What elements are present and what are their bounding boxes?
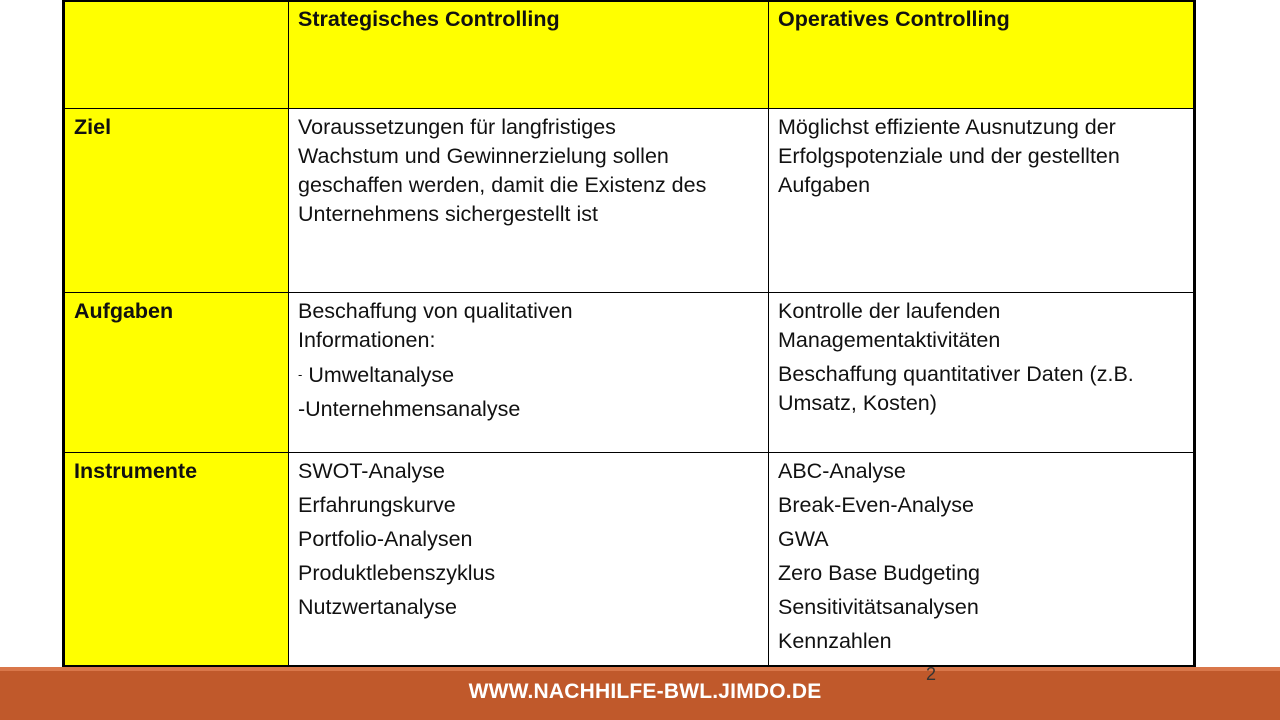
page-number: 2 <box>926 664 937 684</box>
header-strategic: Strategisches Controlling <box>289 1 769 108</box>
list-item: Kennzahlen <box>778 628 892 653</box>
list-item: Nutzwertanalyse <box>298 594 457 619</box>
list-item: Break-Even-Analyse <box>778 492 974 517</box>
list-item: GWA <box>778 526 829 551</box>
list-item: Sensitivitätsanalysen <box>778 594 979 619</box>
list-item: Portfolio-Analysen <box>298 526 473 551</box>
table-row <box>64 452 1195 666</box>
row-label-aufgaben: Aufgaben <box>64 292 289 452</box>
text-line: Kontrolle der laufenden <box>778 298 1001 323</box>
comparison-table <box>62 0 1196 668</box>
header-empty-cell <box>64 1 289 108</box>
aufgaben-strategic-cell <box>289 292 769 452</box>
list-item <box>298 360 759 390</box>
aufgaben-operative-cell <box>769 292 1195 452</box>
text-line: Managementaktivitäten <box>778 327 1001 352</box>
text-line: Umsatz, Kosten) <box>778 390 937 415</box>
list-item-text: Umweltanalyse <box>302 362 455 387</box>
row-label-ziel: Ziel <box>64 108 289 292</box>
text-line: geschaffen werden, damit die Existenz des <box>298 172 707 197</box>
footer-divider <box>0 667 1280 671</box>
text-line: Informationen: <box>298 327 436 352</box>
dash-marker: - <box>298 366 303 382</box>
text-line: Wachstum und Gewinnerzielung sollen <box>298 143 669 168</box>
instrumente-strategic-cell <box>289 452 769 666</box>
list-item: -Unternehmensanalyse <box>298 396 521 421</box>
ziel-operative-cell <box>769 108 1195 292</box>
text-line: Beschaffung von qualitativen <box>298 298 573 323</box>
text-line: Voraussetzungen für langfristiges <box>298 114 616 139</box>
text-line: Möglichst effiziente Ausnutzung der <box>778 114 1116 139</box>
list-item: SWOT-Analyse <box>298 458 445 483</box>
table-row <box>64 292 1195 452</box>
footer-bar <box>0 667 1280 720</box>
list-item: Produktlebenszyklus <box>298 560 496 585</box>
table-row <box>64 108 1195 292</box>
text-line: Beschaffung quantitativer Daten (z.B. <box>778 361 1134 386</box>
table-header-row <box>64 1 1195 108</box>
text-line: Aufgaben <box>778 172 871 197</box>
text-line: Erfolgspotenziale und der gestellten <box>778 143 1120 168</box>
ziel-strategic-cell <box>289 108 769 292</box>
list-item: Zero Base Budgeting <box>778 560 980 585</box>
list-item: Erfahrungskurve <box>298 492 456 517</box>
footer-website-link[interactable]: WWW.NACHHILFE-BWL.JIMDO.DE <box>468 680 822 703</box>
header-operative: Operatives Controlling <box>769 1 1195 108</box>
instrumente-operative-cell <box>769 452 1195 666</box>
row-label-instrumente: Instrumente <box>64 452 289 666</box>
text-line: Unternehmens sichergestellt ist <box>298 201 598 226</box>
list-item: ABC-Analyse <box>778 458 906 483</box>
